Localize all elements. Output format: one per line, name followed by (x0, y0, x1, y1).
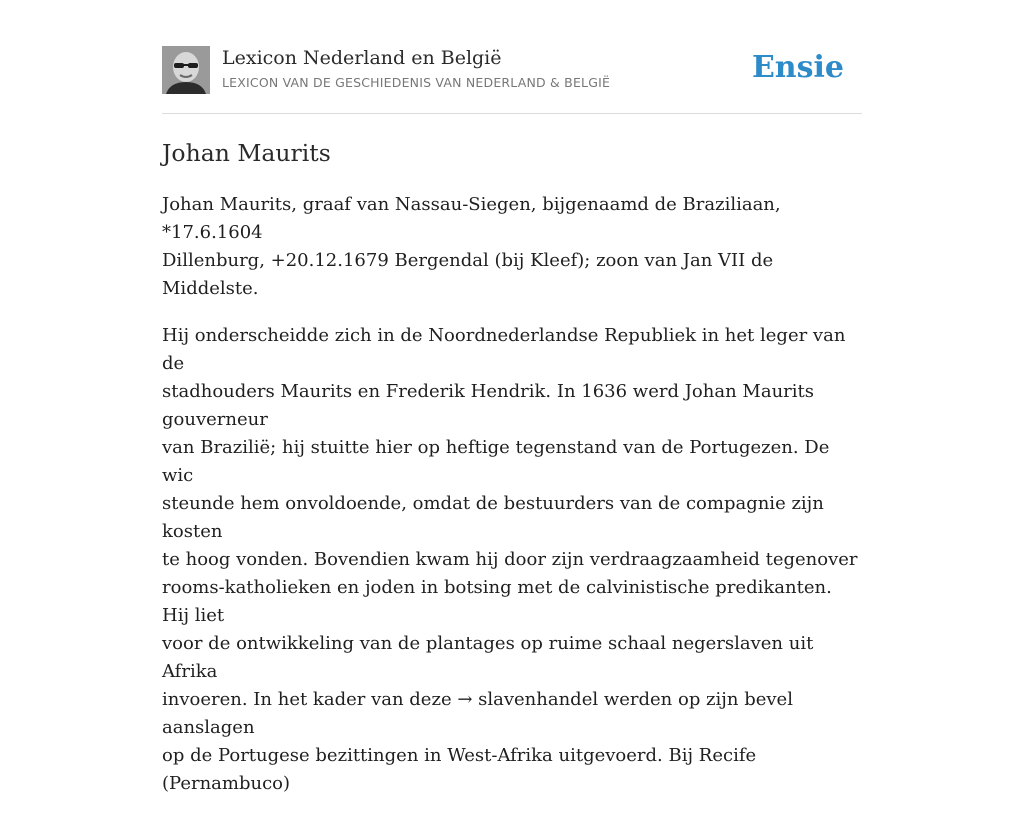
lexicon-subtitle: LEXICON VAN DE GESCHIEDENIS VAN NEDERLAND & BELGIË (222, 75, 611, 90)
article-paragraph: Hij onderscheidde zich in de Noordnederlandse Republiek in het leger van de stadhouders Maurits en Frederik Hendrik. In 1636 werd Johan Maurits gouverneur van Brazilië; hij stuitte hier op heftige tegenstand van de Portugezen. De wic steunde hem onvoldoende, omdat de bestuurders van de compagnie zijn kosten te hoog vonden. Bovendien kwam hij door zijn verdraagzaamheid tegenover rooms-katholieken en joden in botsing met de calvinistische predikanten. Hij liet voor de ontwikkeling van de plantages op ruime schaal negerslaven uit Afrika invoeren. In het kader van deze → slavenhandel werden op zijn bevel aanslagen op de Portugese bezittingen in West-Afrika uitgevoerd. Bij Recife (Pernambuco) (162, 325, 858, 794)
author-avatar[interactable] (162, 46, 210, 94)
article (162, 137, 864, 817)
brand-logo[interactable]: Ensie (751, 50, 844, 85)
author-portrait-icon (162, 46, 210, 94)
article-title: Johan Maurits (162, 139, 331, 167)
article-paragraph: Johan Maurits, graaf van Nassau-Siegen, bijgenaamd de Braziliaan, *17.6.1604 Dillenburg, +20.12.1679 Bergendal (bij Kleef); zoon van Jan VII de Middelste. (162, 194, 781, 299)
lexicon-title[interactable]: Lexicon Nederland en België (222, 47, 502, 69)
site-header (162, 46, 862, 114)
